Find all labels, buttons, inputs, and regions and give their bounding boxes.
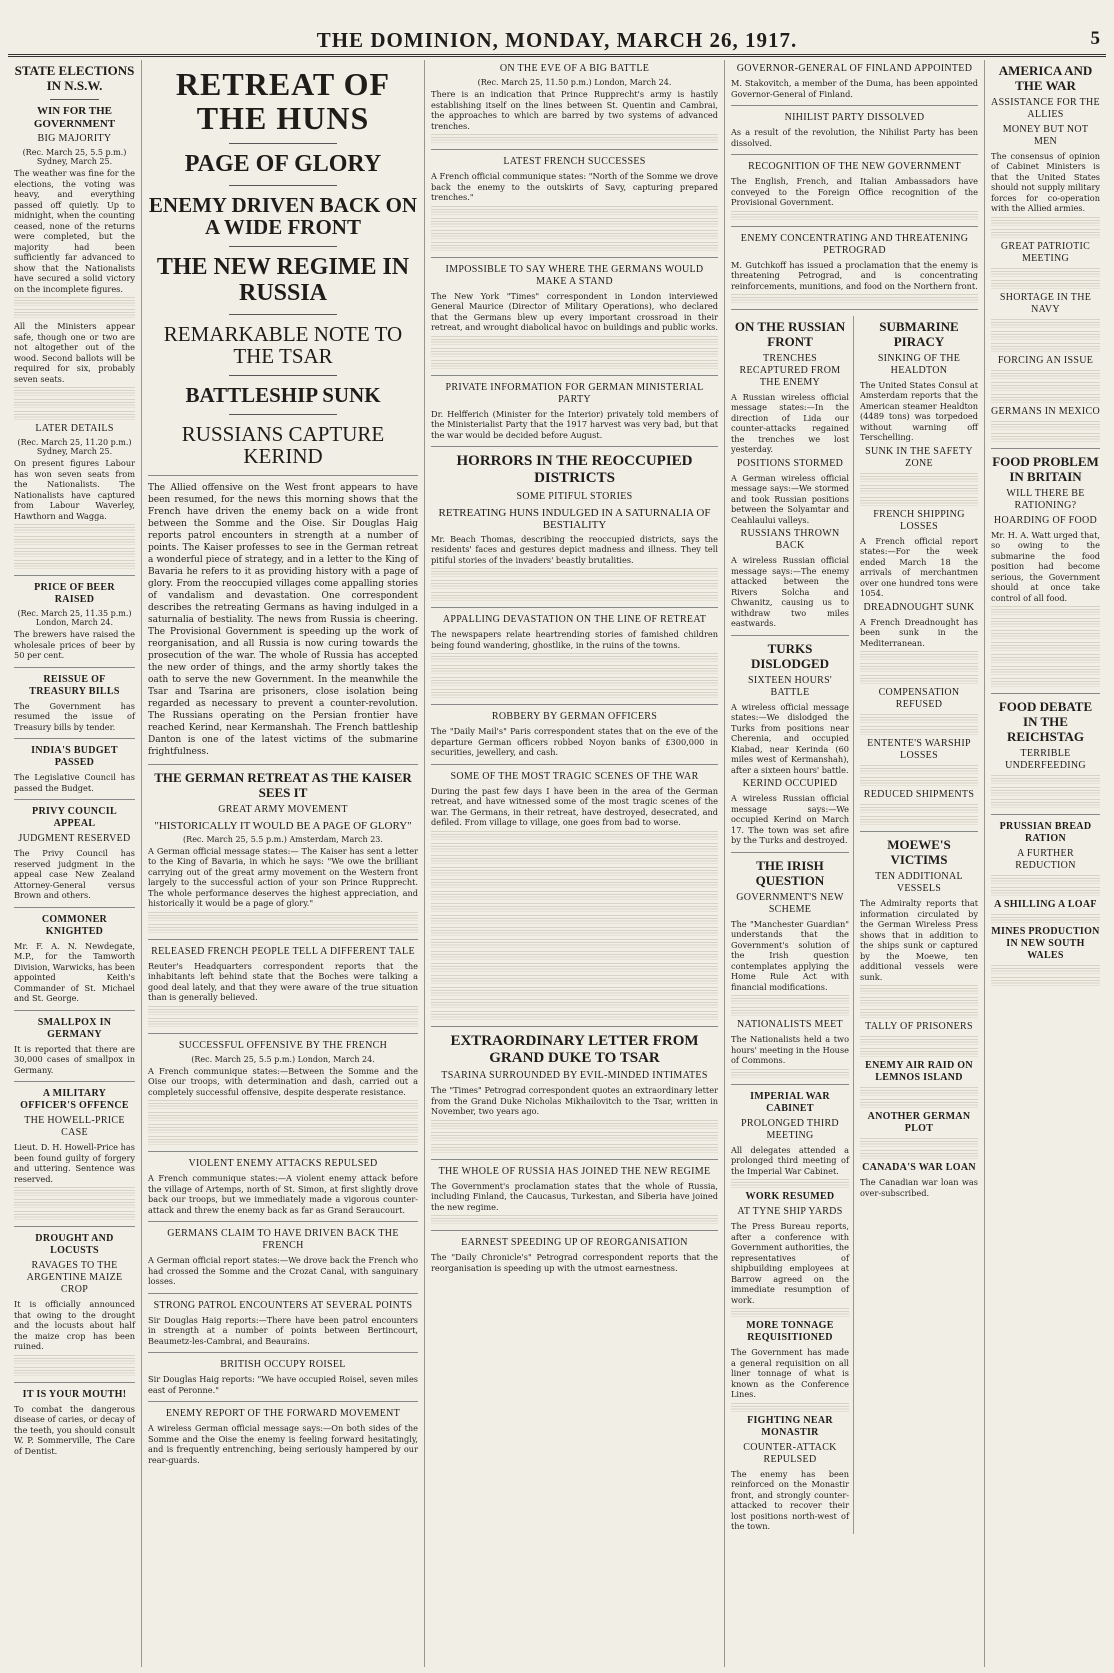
subhead: GOVERNMENT'S NEW SCHEME [736, 891, 844, 915]
headline: CANADA'S WAR LOAN [862, 1162, 976, 1174]
column-5 [985, 60, 1106, 1667]
headline: FOOD DEBATE IN THE REICHSTAG [998, 699, 1093, 745]
headline: DROUGHT AND LOCUSTS [35, 1233, 114, 1257]
article-text: The Privy Council has reserved judgment in the appeal case New Zealand Attorney-General versus Brown and others. [14, 848, 135, 901]
article-text: The enemy has been reinforced on the Monastir front, and strongly counter-attacked to recover their lost positions north-west of the town. [731, 1468, 849, 1532]
headline: ENEMY REPORT OF THE FORWARD MOVEMENT [165, 1408, 401, 1420]
headline: A SHILLING A LOAF [994, 899, 1097, 911]
subhead: AT TYNE SHIP YARDS [737, 1206, 843, 1218]
headline: REISSUE OF TREASURY BILLS [29, 673, 120, 697]
subhead: COMPENSATION REFUSED [878, 687, 960, 711]
headline: ROBBERY BY GERMAN OFFICERS [491, 711, 658, 723]
headline: STATE ELECTIONS IN N.S.W. [14, 63, 135, 93]
headline: SMALLPOX IN GERMANY [37, 1016, 112, 1040]
subhead: TRENCHES RECAPTURED FROM THE ENEMY [739, 352, 841, 388]
subhead: COUNTER-ATTACK REPULSED [743, 1441, 837, 1465]
article-text: A wireless Russian official message says:—The enemy attacked between the Rivers Solcha and Chwanitz, causing us to withdraw two miles eastwards. [731, 555, 849, 629]
article-text: There is an indication that Prince Rupprecht's army is hastily establishing itself on the lines between St. Quentin and Cambrai, the approaches to which are barred by two systems of advanced trenches. [431, 89, 718, 131]
headline: SUCCESSFUL OFFENSIVE BY THE FRENCH [178, 1039, 388, 1051]
article-text: It is reported that there are 30,000 cases of smallpox in Germany. [14, 1043, 135, 1075]
subhead: THE HOWELL-PRICE CASE [24, 1115, 125, 1139]
headline: A MILITARY OFFICER'S OFFENCE [20, 1088, 129, 1112]
article-text: Mr. F. A. N. Newdegate, M.P., for the Tamworth Division, Warwicks, has been appointed Keith's Commander of St. Michael and St. George. [14, 940, 135, 1004]
headline: SOME OF THE MOST TRAGIC SCENES OF THE WAR [450, 770, 699, 782]
article-text: The "Daily Mail's" Paris correspondent states that on the eve of the departure German officers robbed Noyon banks of £300,000 in securities, jewellery, and cash. [431, 726, 718, 758]
headline: FOOD PROBLEM IN BRITAIN [992, 453, 1099, 484]
headline: BRITISH OCCUPY ROISEL [220, 1359, 346, 1371]
headline: NIHILIST PARTY DISSOLVED [784, 112, 925, 123]
article-text: Sir Douglas Haig reports: "We have occupied Roisel, seven miles east of Peronne." [148, 1374, 418, 1395]
headline: ENEMY CONCENTRATING AND THREATENING PETROGRAD [740, 232, 969, 256]
article-text: A German official report states:—We drove back the French who had crossed the Somme and the Crozat Canal, with sanguinary losses. [148, 1255, 418, 1287]
subhead: ASSISTANCE FOR THE ALLIES [991, 96, 1100, 120]
article-text: The Admiralty reports that information circulated by the German Wireless Press shows that in addition to the ships sunk or captured by the Moewe, ten additional vessels were sunk. [860, 898, 978, 982]
subhead: WILL THERE BE RATIONING? [1006, 487, 1085, 511]
headline: EARNEST SPEEDING UP OF REORGANISATION [461, 1237, 688, 1249]
two-column-block [731, 316, 978, 1534]
advert-headline: IT IS YOUR MOUTH! [22, 1388, 127, 1400]
headline: GOVERNOR-GENERAL OF FINLAND APPOINTED [736, 63, 973, 74]
subhead: BIG MAJORITY [37, 133, 112, 145]
column-4 [725, 60, 985, 1667]
headline: MOEWE'S VICTIMS [887, 837, 951, 868]
article-text: The Government has made a general requisition on all liner tonnage of what is known as the Conference Lines. [731, 1347, 849, 1400]
dateline: (Rec. March 25, 11.20 p.m.) Sydney, March 25. [17, 438, 132, 457]
headline: AMERICA AND THE WAR [998, 63, 1093, 93]
headline: COMMONER KNIGHTED [41, 913, 108, 937]
article-text: All the Ministers appear safe, though one or two are not altogether out of the wood. Second ballots will be required for six, probably seven seats. [14, 321, 135, 384]
article-text: The newspapers relate heartrending stories of famished children being found wandering, ghostlike, in the ruins of the towns. [431, 629, 718, 650]
headline: APPALLING DEVASTATION ON THE LINE OF RETREAT [442, 614, 707, 626]
article-text: A German wireless official message says:—We stormed and took Russian positions between the Solyamtar and Ceahlaului valleys. [731, 472, 849, 525]
article-text: The consensus of opinion of Cabinet Ministers is that the United States should not supply military forces for co-operation with the Allied armies. [991, 150, 1100, 214]
subhead: FORCING AN ISSUE [997, 354, 1094, 366]
page-number: 5 [1090, 28, 1100, 49]
article-text: As a result of the revolution, the Nihilist Party has been dissolved. [731, 127, 978, 148]
headline: GERMANS CLAIM TO HAVE DRIVEN BACK THE FRENCH [167, 1228, 399, 1252]
headline: RETREATING HUNS INDULGED IN A SATURNALIA OF BESTIALITY [438, 506, 711, 532]
article-text: Mr. Beach Thomas, describing the reoccupied districts, says the residents' faces and gestures depict madness and illness. They tell pitiful stories of the invaders' beastly brutalities. [431, 533, 718, 565]
article-text: A wireless Russian official message says:—We occupied Kerind on March 17. The town was set afire by the Turks and destroyed. [731, 793, 849, 846]
masthead [8, 24, 1106, 57]
subhead: DREADNOUGHT SUNK [863, 601, 975, 613]
headline: STRONG PATROL ENCOUNTERS AT SEVERAL POINTS [153, 1299, 413, 1311]
headline: PRICE OF BEER RAISED [34, 582, 115, 606]
article-text: A wireless official message states:—We dislodged the Turks from positions near Cherenia, and occupied Kiabad, near Kerinda (60 miles west of Kermanshah), after a sixteen hours' battle. [731, 701, 849, 775]
dateline: (Rec. March 25, 5.5 p.m.) London, March 24. [191, 1054, 375, 1064]
subhead: RAVAGES TO THE ARGENTINE MAIZE CROP [26, 1260, 123, 1296]
article-text: A wireless German official message says:—On both sides of the Somme and the Oise the enemy is feeling forward hesitatingly, and is frequently entrenching, being seriously hampered by our rear-guards. [148, 1423, 418, 1465]
newspaper-title: THE DOMINION, MONDAY, MARCH 26, 1917. [316, 28, 798, 52]
headline: TURKS DISLODGED [750, 640, 830, 671]
subhead: RUSSIANS THROWN BACK [740, 528, 840, 552]
subhead: KERIND OCCUPIED [742, 778, 838, 790]
headline: INDIA'S BUDGET PASSED [31, 745, 118, 769]
headline: THE GERMAN RETREAT AS THE KAISER SEES IT [154, 770, 412, 801]
article-text: The Canadian war loan was over-subscribed. [860, 1177, 978, 1198]
headline: PAGE OF GLORY [184, 151, 382, 178]
article-text: Dr. Helfferich (Minister for the Interior) privately told members of the Ministerialist Party that the 1917 harvest was very bad, but that the war would be decided before August. [431, 408, 718, 440]
headline: IMPOSSIBLE TO SAY WHERE THE GERMANS WOULD MAKE A STAND [445, 263, 704, 287]
article-text: A French communique states:—A violent enemy attack before the village of Artemps, north of St. Simon, at first slightly drove back our troops, but we immediately made a vigorous counter-attack and threw the enemy back as far as Grand Seraucourt. [148, 1173, 418, 1215]
article-text: The weather was fine for the elections, the voting was heavy, and everything passed off quietly. Up to midnight, when the counting ceased, none of the returns were completed, but the majority had been sufficiently far advanced to show that the Nationalists have secured a solid victory on the incomplete figures. [14, 168, 135, 294]
subhead: MONEY BUT NOT MEN [1002, 123, 1089, 147]
article-text: All delegates attended a prolonged third meeting of the Imperial War Cabinet. [731, 1144, 849, 1176]
headline: THE NEW REGIME IN RUSSIA [156, 254, 410, 306]
column-2 [142, 60, 425, 1667]
subhead: SHORTAGE IN THE NAVY [999, 291, 1092, 315]
subhead: HOARDING OF FOOD [993, 514, 1098, 526]
subhead: SOME PITIFUL STORIES [516, 490, 633, 502]
article-text: The "Daily Chronicle's" Petrograd correspondent reports that the reorganisation is speeding up with the utmost earnestness. [431, 1252, 718, 1273]
article-text: M. Stakovitch, a member of the Duma, has been appointed Governor-General of Finland. [731, 78, 978, 99]
headline: EXTRAORDINARY LETTER FROM GRAND DUKE TO TSAR [450, 1032, 699, 1067]
article-text: It is officially announced that owing to the drought and the locusts about half the maize crop has been ruined. [14, 1299, 135, 1352]
headline: THE IRISH QUESTION [755, 857, 825, 888]
subhead: REDUCED SHIPMENTS [863, 789, 975, 801]
headline: RELEASED FRENCH PEOPLE TELL A DIFFERENT TALE [151, 945, 415, 957]
article-text: M. Gutchkoff has issued a proclamation that the enemy is threatening Petrograd, and is concentrating reinforcements, munitions, and food on the Northern front. [731, 259, 978, 291]
headline: ENEMY AIR RAID ON LEMNOS ISLAND [865, 1060, 973, 1084]
article-text: On present figures Labour has won seven seats from the Nationalists. The Nationalists have captured from Labour Waverley, Hawthorn and Wagga. [14, 458, 135, 521]
dateline: (Rec. March 25, 5.5 p.m.) Sydney, March 25. [22, 148, 127, 167]
subhead: TSARINA SURROUNDED BY EVIL-MINDED INTIMATES [441, 1070, 708, 1082]
article-text: Sir Douglas Haig reports:—There have been patrol encounters in strength at a number of points between Bertincourt, Beaumetz-les-Cambrai, and Beaurains. [148, 1314, 418, 1346]
article-text: The United States Consul at Amsterdam reports that the American steamer Healdton (4489 tons) was torpedoed without warning off Terschelling. [860, 379, 978, 443]
headline: WIN FOR THE GOVERNMENT [33, 104, 116, 130]
dateline: (Rec. March 25, 5.5 p.m.) Amsterdam, March 23. [183, 834, 383, 844]
article-text: The "Manchester Guardian" understands that the Government's solution of the Irish question contemplates applying the Home Rule Act with financial modifications. [731, 918, 849, 992]
article-text: A French official communique states: "North of the Somme we drove back the enemy to the outskirts of Savy, capturing prepared trenches." [431, 171, 718, 202]
article-text: A French Dreadnought has been sunk in the Mediterranean. [860, 616, 978, 648]
subhead: ENTENTE'S WARSHIP LOSSES [867, 738, 971, 762]
headline: PRIVY COUNCIL APPEAL [32, 806, 117, 830]
article-text: Mr. H. A. Watt urged that, so owing to the submarine the food position had become serious, the Government should at once take control of all food. [991, 529, 1100, 603]
article-text: The Legislative Council has passed the Budget. [14, 772, 135, 793]
headline: PRUSSIAN BREAD RATION [999, 821, 1092, 845]
subhead: LATER DETAILS [35, 423, 114, 435]
headline: ENEMY DRIVEN BACK ON A WIDE FRONT [148, 193, 418, 240]
headline: THE WHOLE OF RUSSIA HAS JOINED THE NEW REGIME [438, 1165, 711, 1177]
subcolumn-left [731, 316, 854, 1534]
headline: "HISTORICALLY IT WOULD BE A PAGE OF GLORY" [154, 819, 412, 832]
subhead: SUNK IN THE SAFETY ZONE [865, 445, 973, 469]
article-text: The Government has resumed the issue of Treasury bills by tender. [14, 700, 135, 732]
headline: LATEST FRENCH SUCCESSES [503, 156, 646, 167]
subhead: A FURTHER REDUCTION [1015, 848, 1076, 872]
article-text: The English, French, and Italian Ambassadors have conveyed to the Foreign Office recognition of the Provisional Government. [731, 176, 978, 207]
column-1 [8, 60, 142, 1667]
headline: FIGHTING NEAR MONASTIR [747, 1414, 833, 1438]
dateline: (Rec. March 25, 11.35 p.m.) London, March 24. [17, 609, 132, 628]
article-text: The Nationalists held a two hours' meeting in the House of Commons. [731, 1034, 849, 1066]
article-text: The "Times" Petrograd correspondent quotes an extraordinary letter from the Grand Duke Nicholas Mikhailovitch to the Tsar, written in November, two years ago. [431, 1085, 718, 1117]
subcolumn-right [860, 316, 978, 1534]
subhead: FRENCH SHIPPING LOSSES [873, 508, 965, 532]
news-summary: The Allied offensive on the West front appears to have been resumed, for the news this morning shows that the French have driven the enemy back on a wide front between the Somme and the Oise. Sir Douglas Haig reports patrol encounters in strength at a number of points. The Kaiser professes to see in the German retreat a wonderful piece of strategy, and in a letter to the King of Bavaria he refers to it as providing history with a page of glory. From the reoccupied villages come appalling stories of vandalism and devastation. One correspondent describes the retreating Germans as having indulged in a saturnalia of bestiality. The news from Russia is cheering. The Provisional Government is speeding up the work of reorganisation, and all Russia is now curing towards the prosecution of the war. The whole of Russia has accepted the new order of things, and the army shortly takes the oath to serve the new Government. In the meanwhile the Tsar and Tsarina are prisoners, close isolation being regarded as necessary to prevent a counter-revolution. The Russians operating on the Persian frontier have reached Kerind, near Kermanshah. The French battleship Danton is one of the latest victims of the submarine frightfulness. [148, 483, 418, 758]
article-text: The Government's proclamation states that the whole of Russia, including Finland, the Caucasus, Turkestan, and Siberia have joined the new regime. [431, 1180, 718, 1212]
article-text: Lieut. D. H. Howell-Price has been found guilty of forgery and uttering. Sentence was reserved. [14, 1142, 135, 1184]
article-text: A German official message states:— The Kaiser has sent a letter to the King of Bavaria, in which he says: "We owe the brilliant carrying out of the great army movement on the Western front largely to the successful action of your son Prince Rupprecht. The whole performance deserves the highest appreciation, and historically it would be a page of glory." [148, 845, 418, 909]
subhead: SIXTEEN HOURS' BATTLE [747, 674, 833, 698]
main-headline: RETREAT OF THE HUNS [175, 66, 391, 136]
article-text: Reuter's Headquarters correspondent reports that the inhabitants left behind state that the Boches were talking a good deal lately, and that they were aware of the true situation than is generally believed. [148, 960, 418, 1003]
headline: PRIVATE INFORMATION FOR GERMAN MINISTERIAL PARTY [445, 381, 704, 405]
subhead: JUDGMENT RESERVED [18, 833, 131, 845]
subhead: GERMANS IN MEXICO [991, 405, 1100, 417]
subhead: TEN ADDITIONAL VESSELS [875, 871, 963, 895]
subhead: TALLY OF PRISONERS [865, 1021, 973, 1033]
subhead: PROLONGED THIRD MEETING [741, 1117, 839, 1141]
subhead: GREAT ARMY MOVEMENT [218, 803, 348, 815]
headline: HORRORS IN THE REOCCUPIED DISTRICTS [456, 453, 693, 487]
subhead: POSITIONS STORMED [736, 457, 844, 469]
headline: MINES PRODUCTION IN NEW SOUTH WALES [991, 926, 1100, 962]
column-3 [425, 60, 725, 1667]
headline: SUBMARINE PIRACY [879, 319, 959, 349]
subhead: SINKING OF THE HEALDTON [877, 352, 961, 376]
headline: ANOTHER GERMAN PLOT [867, 1111, 971, 1135]
headline: VIOLENT ENEMY ATTACKS REPULSED [188, 1158, 378, 1170]
advert-text: To combat the dangerous disease of caries, or decay of the teeth, you should consult W. P. Sommerville, The Care of Dentist. [14, 1403, 135, 1456]
article-text: A French official report states:—For the week ended March 18 the arrivals of merchantmen over one hundred tons were 1054. [860, 535, 978, 599]
headline: ON THE EVE OF A BIG BATTLE [499, 63, 650, 74]
subhead: GREAT PATRIOTIC MEETING [1000, 240, 1091, 264]
headline: IMPERIAL WAR CABINET [750, 1090, 830, 1114]
article-text: The brewers have raised the wholesale prices of beer by 50 per cent. [14, 629, 135, 661]
headline: MORE TONNAGE REQUISITIONED [746, 1320, 834, 1344]
article-text: A French communique states:—Between the Somme and the Oise our troops, with determination and dash, carried out a completely successful offensive, despite desperate resistance. [148, 1065, 418, 1097]
dateline: (Rec. March 25, 11.50 p.m.) London, March 24. [477, 78, 672, 87]
headline: RECOGNITION OF THE NEW GOVERNMENT [748, 161, 961, 172]
headline: WORK RESUMED [745, 1191, 835, 1203]
headline: ON THE RUSSIAN FRONT [734, 319, 846, 349]
article-text: The Press Bureau reports, after a conference with Government authorities, the representatives of shipbuilding employees at Barrow agreed on the immediate resumption of work. [731, 1221, 849, 1305]
subhead: TERRIBLE UNDERFEEDING [1005, 748, 1086, 772]
headline: RUSSIANS CAPTURE KERIND [181, 421, 385, 469]
subhead: NATIONALISTS MEET [737, 1019, 843, 1031]
article-text: The New York "Times" correspondent in London interviewed General Maurice (Director of Military Operations), who declared that the Germans blew up every important crossroad in their retreat, and wrought diabolical havoc on buildings and public works. [431, 290, 718, 332]
headline: REMARKABLE NOTE TO THE TSAR [163, 321, 403, 368]
headline: BATTLESHIP SUNK [185, 382, 381, 407]
article-text: A Russian wireless official message states:—In the direction of Lida our counter-attacks regained the trenches we lost yesterday. [731, 391, 849, 455]
article-text: During the past few days I have been in the area of the German retreat, and have witnessed some of the most tragic scenes of the war. The Germans, in their retreat, have destroyed, desecrated, and defiled. From village to village, one goes from bad to worse. [431, 785, 718, 828]
